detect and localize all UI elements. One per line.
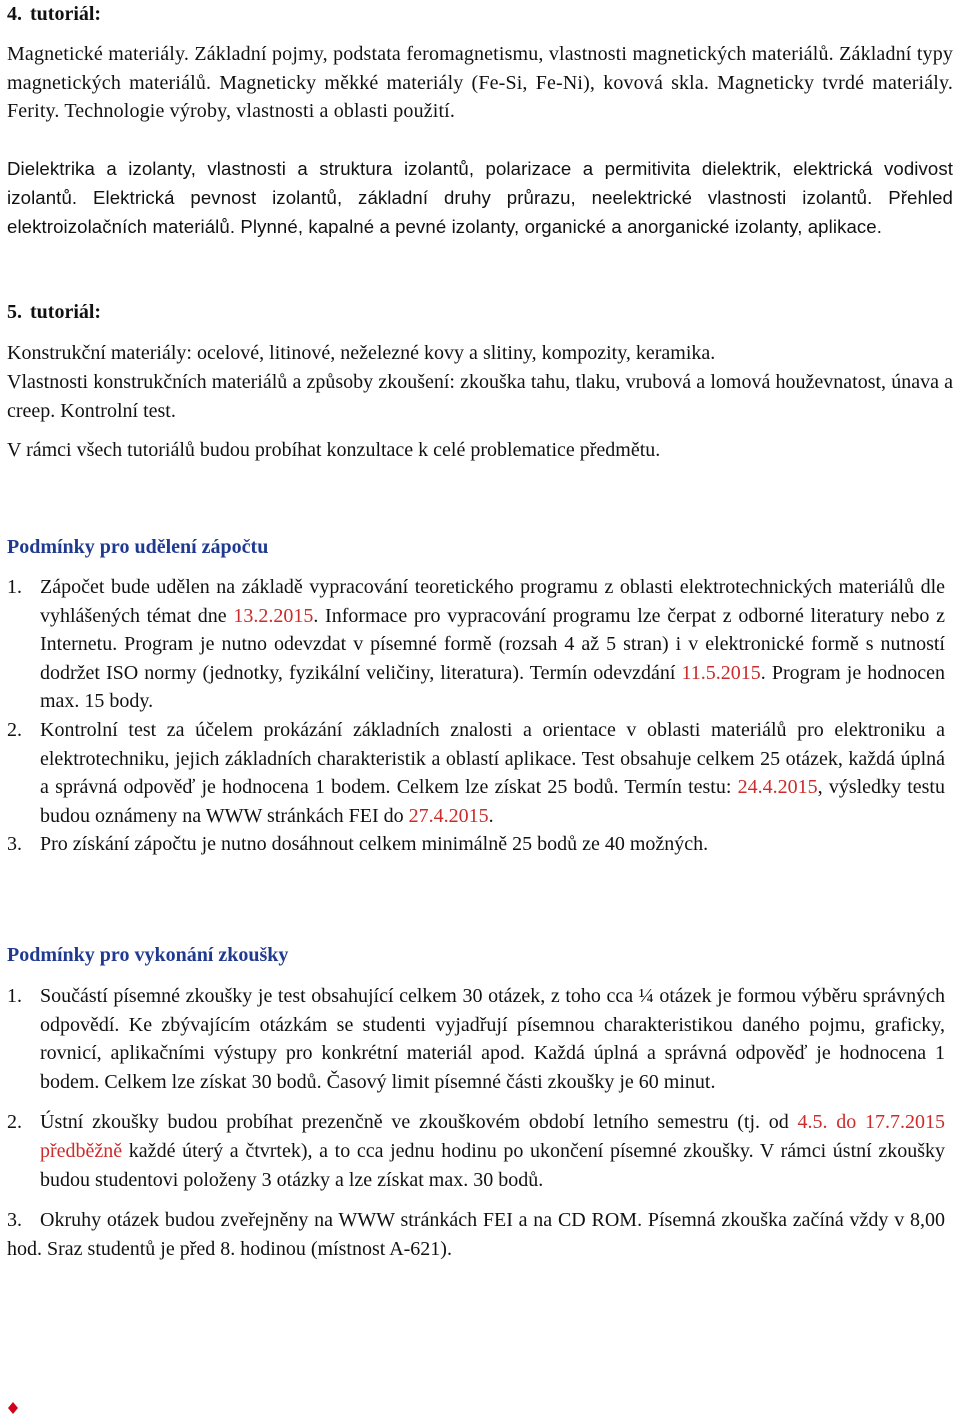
- zkouska-item-2-text-a: Ústní zkoušky budou probíhat prezenčně ve zkouškovém období letního semestru (tj. od: [40, 1111, 798, 1134]
- zapocet-item-1: [7, 573, 945, 716]
- zapocet-item-2-date-2: 27.4.2015: [408, 804, 489, 827]
- tutorial-5-paragraph-1: Konstrukční materiály: ocelové, litinové, neželezné kovy a slitiny, kompozity, keramika.: [7, 342, 716, 364]
- tutorial-4-paragraph-1: Magnetické materiály. Základní pojmy, podstata feromagnetismu, vlastnosti magnetických materiálů. Základní typy magnetických materiálů. Magneticky měkké materiály (Fe-Si, Fe-Ni), kovová skla. Magneticky tvrdé materiály. Ferity. Technologie výroby, vlastnosti a oblasti použití.: [7, 43, 953, 123]
- zapocet-heading: Podmínky pro udělení zápočtu: [7, 536, 269, 558]
- tutorial-4-paragraph-2: Dielektrika a izolanty, vlastnosti a struktura izolantů, polarizace a permitivita dielektrik, elektrická vodivost izolantů. Elektrická pevnost izolantů, základní druhy průrazu, neelektrické vlastnosti izolantů. Přehled elektroizolačních materiálů. Plynné, kapalné a pevné izolanty, organické a anorganické izolanty, aplikace.: [7, 158, 953, 237]
- zapocet-item-2-number: 2.: [7, 718, 22, 741]
- zkouska-item-1: [7, 982, 945, 1096]
- zkouska-item-2-dates: 4.5. do 17.7.2015 předběžně: [40, 1111, 946, 1162]
- tutorial-4-heading: [7, 0, 101, 29]
- tutorial-5-label: tutoriál:: [30, 301, 102, 323]
- zapocet-item-1-number: 1.: [7, 576, 22, 598]
- zkouska-item-2: [7, 1108, 945, 1194]
- zapocet-item-2: [7, 716, 945, 830]
- zapocet-item-1-text-b: . Informace pro vypracování programu lze čerpat z odborné literatury nebo z Internetu. Program je nutno odevzdat v písemné formě (rozsah 4 až 5 stran) i v elektronické formě s nutností dodržet ISO normy (jednotky, fyzikální veličiny, literatura). Termín odevzdání: [40, 604, 945, 684]
- zapocet-item-3-number: 3.: [7, 833, 22, 856]
- zkouska-list: [7, 982, 945, 1263]
- zapocet-item-1-date-1: 13.2.2015: [233, 604, 314, 627]
- zkouska-item-1-number: 1.: [7, 985, 22, 1007]
- tutorial-5-paragraph-2: Vlastnosti konstrukčních materiálů a způsoby zkoušení: zkouška tahu, tlaku, vrubová a lomová houževnatost, únava a creep. Kontrolní test.: [7, 371, 953, 422]
- zapocet-item-3: [7, 830, 945, 859]
- zapocet-item-1-date-2: 11.5.2015: [681, 661, 761, 684]
- zkouska-heading: Podmínky pro vykonání zkoušky: [7, 944, 289, 966]
- zkouska-item-2-number: 2.: [7, 1111, 22, 1134]
- zapocet-item-2-text-c: .: [488, 804, 494, 827]
- tutorial-5-paragraph-3: V rámci všech tutoriálů budou probíhat konzultace k celé problematice předmětu.: [7, 439, 661, 461]
- zapocet-item-1-text-c: . Program je hodnocen max. 15 body.: [40, 661, 945, 713]
- tutorial-5-heading: [7, 298, 101, 327]
- zapocet-item-3-text: Pro získání zápočtu je nutno dosáhnout celkem minimálně 25 bodů ze 40 možných.: [40, 833, 709, 856]
- tutorial-4-label: tutoriál:: [30, 3, 102, 25]
- zkouska-item-3-number: 3.: [7, 1209, 22, 1232]
- zapocet-item-2-text-a: Kontrolní test za účelem prokázání základních znalosti a orientace v oblasti materiálů pro elektroniku a elektrotechniku, jejich základních charakteristik a oblastí aplikace. Test obsahuje celkem 25 otázek, každá úplná a správná odpověď je hodnocena 1 bodem. Celkem lze získat 25 bodů. Termín testu:: [40, 718, 945, 799]
- zapocet-item-2-text-b: , výsledky testu budou oznámeny na WWW stránkách FEI do: [40, 776, 945, 827]
- zapocet-item-1-text-a: Zápočet bude udělen na základě vypracování teoretického programu z oblasti elektrotechnických materiálů dle vyhlášených témat dne: [40, 576, 945, 627]
- zapocet-item-2-date-1: 24.4.2015: [737, 776, 818, 799]
- tutorial-4-number: 4.: [7, 3, 22, 25]
- zapocet-list: [7, 573, 945, 859]
- zkouska-item-2-text-b: každé úterý a čtvrtek), a to cca jednu hodinu po ukončení písemné zkoušky. V rámci ústní zkoušky budou studentovi položeny 3 otázky a lze získat max. 30 bodů.: [40, 1139, 945, 1191]
- zkouska-item-3: [7, 1206, 945, 1263]
- diamond-icon: [7, 1402, 19, 1414]
- zkouska-item-1-text: Součástí písemné zkoušky je test obsahující celkem 30 otázek, z toho cca ¼ otázek je formou výběru správných odpovědí. Ke zbývajícím otázkám se studenti vyjadřují písemnou charakteristikou daného pojmu, graficky, rovnicí, aplikačními výstupy pro konkrétní materiál apod. Každá úplná a správná odpověď je hodnocena 1 bodem. Celkem lze získat 30 bodů. Časový limit písemné části zkoušky je 60 minut.: [40, 985, 945, 1093]
- zkouska-item-3-text: Okruhy otázek budou zveřejněny na WWW stránkách FEI a na CD ROM. Písemná zkouška začíná vždy v 8,00 hod. Sraz studentů je před 8. hodinou (místnost A-621).: [7, 1209, 945, 1260]
- tutorial-5-number: 5.: [7, 301, 22, 323]
